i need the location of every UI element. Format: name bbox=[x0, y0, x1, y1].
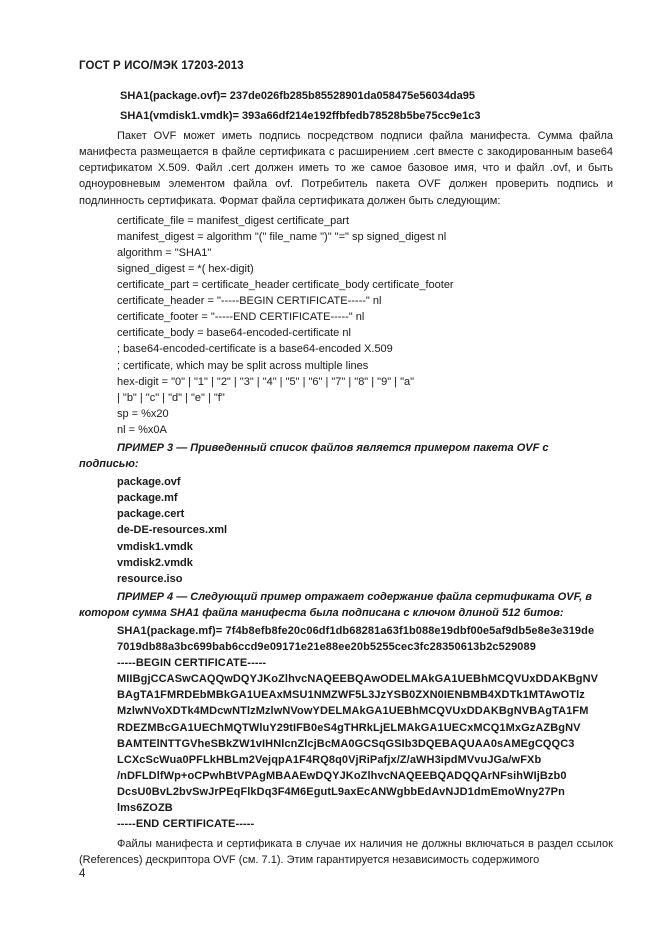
certificate-line: /nDFLDlfWp+oCPwhBtVPAgMBAAEwDQYJKoZlhvcNAQEEBQADQQArNFsihWIjBzb0 bbox=[117, 769, 567, 782]
grammar-line: certificate_header = "-----BEGIN CERTIFICATE-----" nl bbox=[117, 295, 382, 308]
file-list-item: vmdisk1.vmdk bbox=[117, 540, 193, 553]
file-list-item: de-DE-resources.xml bbox=[117, 524, 228, 537]
example-caption: ПРИМЕР 3 — Приведенный список файлов является примером пакета OVF с bbox=[117, 441, 549, 454]
file-list-item: vmdisk2.vmdk bbox=[117, 556, 193, 569]
grammar-line: ; base64-encoded-certificate is a base64-encoded X.509 bbox=[117, 343, 393, 356]
certificate-line: -----BEGIN CERTIFICATE----- bbox=[117, 657, 267, 670]
example-caption-continued: котором сумма SHA1 файла манифеста была подписана с ключом длиной 512 битов: bbox=[79, 606, 564, 619]
certificate-line: MzlwNVoXDTk4MDcwNTlzMzlwNVowYDELMAkGA1UEBhMCQVUxDDAKBgNVBAgTA1FM bbox=[117, 705, 589, 718]
certificate-line: BAMTElNTTGVheSBkZW1vIHNlcnZlcjBcMA0GCSqGSIb3DQEBAQUAA0sAMEgCQQC3 bbox=[117, 737, 575, 750]
grammar-line: manifest_digest = algorithm "(" file_name ")" "=" sp signed_digest nl bbox=[117, 230, 447, 243]
hash-line: SHA1(package.ovf)= 237de026fb285b85528901da058475e56034da95 bbox=[120, 90, 475, 102]
example-caption: ПРИМЕР 4 — Следующий пример отражает содержание файла сертификата OVF, в bbox=[117, 590, 592, 603]
grammar-block bbox=[79, 213, 613, 438]
grammar-line: signed_digest = *( hex-digit) bbox=[117, 262, 254, 275]
grammar-line: certificate_footer = "-----END CERTIFICATE-----" nl bbox=[117, 311, 365, 324]
grammar-line: certificate_part = certificate_header certificate_body certificate_footer bbox=[117, 279, 454, 292]
example-caption-continued: подписью: bbox=[79, 458, 139, 471]
file-list bbox=[79, 474, 613, 587]
certificate-line: LCXcScWua0PFLkHBLm2VejqpA1F4RQ8q0VjRiPafjx/Z/aWH3ipdMVvuJGa/wFXb bbox=[117, 753, 542, 766]
certificate-line: RDEZMBcGA1UEChMQTWluY29tIFB0eS4gTHRkLjELMAkGA1UECxMCQ1MxGzAZBgNV bbox=[117, 721, 581, 734]
file-list-item: package.ovf bbox=[117, 476, 181, 489]
certificate-line: SHA1(package.mf)= 7f4b8efb8fe20c06df1db68281a63f1b088e19dbf00e5af9db5e8e3e319de bbox=[117, 625, 595, 637]
certificate-line: BAgTA1FMRDEbMBkGA1UEAxMSU1NMZWF5L3JzYSB0ZXN0IENBMB4XDTk1MTAwOTlz bbox=[117, 689, 585, 702]
grammar-line: | "b" | "c" | "d" | "e" | "f" bbox=[117, 391, 225, 404]
document-body bbox=[79, 88, 613, 868]
paragraph: Пакет OVF может иметь подпись посредством подписи файла манифеста. Сумма файла манифеста размещается в файле сертификата с расширением .cert вместе с закодированным base64 сертификатом X.509. Файл .cert должен иметь то же самое базовое имя, что и файл .ovf, и быть одноуровневым элементом файла ovf. Потребитель пакета OVF должен проверить подпись и подлинность сертификата. Формат файла сертификата должен быть следующим: bbox=[79, 130, 613, 207]
grammar-line: sp = %x20 bbox=[117, 407, 169, 420]
grammar-line: nl = %x0A bbox=[117, 423, 167, 436]
hash-line: SHA1(vmdisk1.vmdk)= 393a66df214e192ffbfedb78528b5be75cc9e1c3 bbox=[120, 110, 481, 123]
grammar-line: hex-digit = "0" | "1" | "2" | "3" | "4" | "5" | "6" | "7" | "8" | "9" | "a" bbox=[117, 375, 415, 388]
grammar-line: algorithm = "SHA1" bbox=[117, 246, 212, 259]
certificate-line: MIIBgjCCASwCAQQwDQYJKoZlhvcNAQEEBQAwODELMAkGA1UEBhMCQVUxDDAKBgNV bbox=[117, 673, 599, 686]
page-number: 4 bbox=[79, 868, 86, 880]
file-list-item: package.cert bbox=[117, 508, 185, 521]
grammar-line: certificate_body = base64-encoded-certificate nl bbox=[117, 327, 351, 340]
certificate-block bbox=[79, 623, 613, 832]
certificate-line: lms6ZOZB bbox=[117, 802, 173, 815]
file-list-item: package.mf bbox=[117, 492, 178, 505]
certificate-line: 7019db88a3bc699bab6ccd9e09171e21e88ee20b5255cec3fc28350613b2c529089 bbox=[117, 641, 536, 654]
paragraph: Файлы манифеста и сертификата в случае их наличия не должны включаться в раздел ссылок (References) дескриптора OVF (см. 7.1). Этим гарантируется независимость содержимого bbox=[79, 838, 613, 867]
grammar-line: ; certificate, which may be split across multiple lines bbox=[117, 359, 369, 372]
certificate-line: -----END CERTIFICATE----- bbox=[117, 818, 255, 831]
document-header: ГОСТ Р ИСО/МЭК 17203-2013 bbox=[79, 60, 244, 72]
certificate-line: DcsU0BvL2bvSwJrPEqFlkDq3F4M6EgutL9axEcANWgbbEdAvNJD1dmEmoWny27Pn bbox=[117, 785, 565, 798]
file-list-item: resource.iso bbox=[117, 572, 183, 585]
grammar-line: certificate_file = manifest_digest certificate_part bbox=[117, 214, 350, 227]
